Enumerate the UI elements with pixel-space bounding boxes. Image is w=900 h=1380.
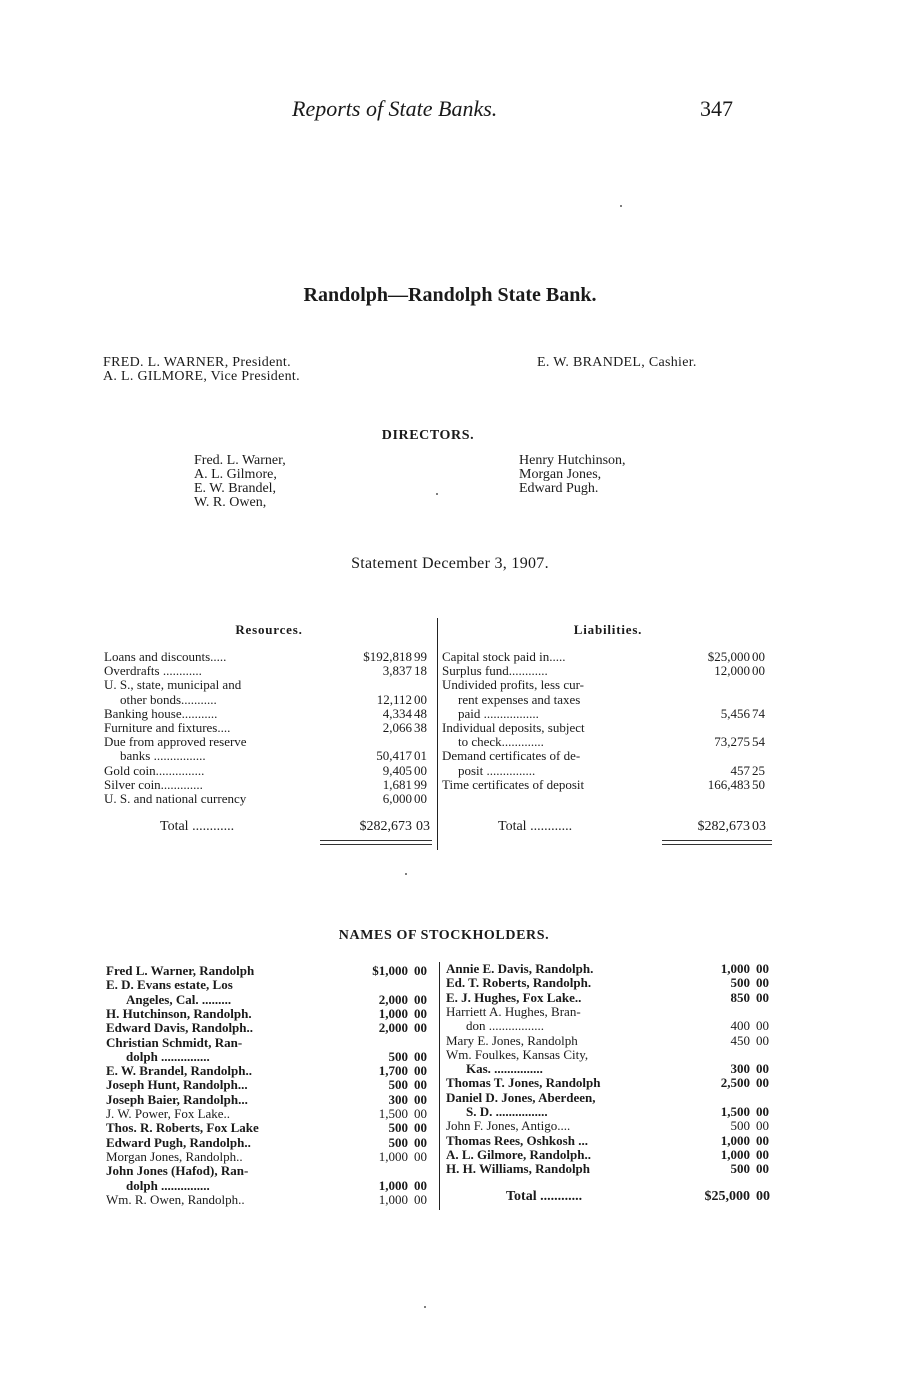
row-cents: 00 [752,649,765,664]
row-label: banks ................ [120,748,206,764]
row-label: Gold coin............... [104,762,205,778]
row-label: Overdrafts ............ [104,663,202,679]
row-cents: 00 [414,1177,427,1193]
directors-heading: DIRECTORS. [381,428,475,443]
row-label: Joseph Baier, Randolph... [106,1091,248,1107]
row-amount: 6,000 [382,791,412,806]
row-label: S. D. ................ [466,1104,548,1119]
total-label: Total ............ [506,1189,583,1204]
officer-cashier: E. W. BRANDEL, Cashier. [537,355,697,370]
row-cents: 00 [756,1018,769,1034]
row-label: rent expenses and taxes [458,691,581,707]
row-cents: 00 [414,1063,427,1079]
statement-column-divider [437,618,438,850]
row-amount: 457 [730,762,750,778]
row-amount: 4,334 [382,705,412,721]
bank-title: Randolph—Randolph State Bank. [303,284,597,306]
row-label: John Jones (Hafod), Ran- [106,1163,249,1179]
row-amount: 850 [730,989,750,1005]
row-label: Undivided profits, less cur- [442,677,584,693]
row-cents: 00 [756,989,769,1005]
row-cents: 00 [756,1132,769,1148]
row-label: Edward Davis, Randolph.. [106,1020,254,1036]
directors-left [194,454,286,510]
total-cents: 03 [416,819,430,834]
officer-president: FRED. L. WARNER, President. [103,355,291,370]
row-amount: 2,000 [378,1020,408,1036]
director-name: W. R. Owen, [194,495,267,510]
row-cents: 00 [756,1161,769,1177]
row-amount: 500 [730,1161,750,1177]
liabilities-total-underline [662,840,772,845]
row-label: Banking house........... [104,705,218,721]
row-cents: 00 [756,1104,769,1119]
director-name: Fred. L. Warner, [194,453,286,468]
row-label: Harriett A. Hughes, Bran- [446,1003,581,1019]
row-cents: 00 [414,1020,427,1036]
row-label: Wm. Foulkes, Kansas City, [446,1046,589,1062]
row-amount: 12,112 [376,691,412,707]
total-amount: $282,673 [697,819,750,834]
row-label: dolph ............... [126,1177,210,1193]
total-label: Total ............ [160,819,235,834]
row-cents: 00 [756,961,769,976]
row-amount: 1,500 [720,1104,750,1119]
row-label: Capital stock paid in..... [442,649,566,664]
row-label: dolph ............... [126,1048,210,1064]
total-cents: 00 [756,1189,770,1204]
row-label: Christian Schmidt, Ran- [106,1034,243,1050]
row-cents: 00 [414,963,427,978]
row-cents: 01 [414,748,427,764]
directors-right [519,454,626,496]
row-label: A. L. Gilmore, Randolph.. [446,1146,591,1162]
row-label: Edward Pugh, Randolph.. [106,1134,251,1150]
row-cents: 00 [414,1048,427,1064]
row-amount: 1,500 [378,1106,408,1121]
row-amount: 500 [388,1134,408,1150]
row-label: Annie E. Davis, Randolph. [446,961,594,976]
row-cents: 00 [756,1118,769,1134]
row-cents: 00 [414,1191,427,1207]
row-cents: 38 [414,720,427,735]
row-label: Angeles, Cal. ......... [126,991,232,1007]
row-label: don ................. [466,1018,544,1034]
row-cents: 99 [414,776,427,792]
director-name: E. W. Brandel, [194,481,277,496]
row-cents: 74 [752,705,765,721]
row-label: paid ................. [458,705,539,721]
row-label: Due from approved reserve [104,734,247,750]
page-number: 347 [700,96,733,121]
row-amount: 73,275 [714,734,750,750]
row-cents: 50 [752,776,765,792]
row-label: Daniel D. Jones, Aberdeen, [446,1089,596,1105]
row-cents: 00 [414,791,427,806]
row-label: Individual deposits, subject [442,720,585,735]
row-amount: 450 [730,1032,750,1048]
statement-date: Statement December 3, 1907. [351,555,549,572]
row-cents: 00 [414,1120,427,1136]
row-label: Demand certificates of de- [442,748,581,764]
print-speck [620,205,622,207]
print-speck [436,493,438,495]
row-amount: 5,456 [720,705,750,721]
row-amount: 2,500 [720,1075,750,1091]
row-label: H. H. Williams, Randolph [446,1161,591,1177]
row-cents: 00 [414,1077,427,1093]
row-label: Kas. ............... [466,1061,543,1077]
stockholders-heading: NAMES OF STOCKHOLDERS. [338,928,550,943]
row-cents: 00 [756,1032,769,1048]
director-name: A. L. Gilmore, [194,467,277,482]
row-label: Thomas T. Jones, Randolph [446,1075,601,1091]
row-amount: 1,000 [378,1177,408,1193]
row-amount: 500 [388,1048,408,1064]
row-amount: 300 [388,1091,408,1107]
officer-vice-president: A. L. GILMORE, Vice President. [103,369,300,384]
director-name: Morgan Jones, [519,467,602,482]
row-amount: 2,066 [382,720,412,735]
row-label: Thomas Rees, Oshkosh ... [446,1132,588,1148]
director-name: Henry Hutchinson, [519,453,626,468]
row-amount: 500 [730,975,750,991]
row-amount: 500 [388,1120,408,1136]
row-label: Mary E. Jones, Randolph [446,1032,578,1048]
row-cents: 00 [752,663,765,679]
total-amount: $282,673 [359,819,412,834]
row-amount: 400 [730,1018,750,1034]
row-cents: 00 [414,1005,427,1021]
row-cents: 00 [414,691,427,707]
row-cents: 00 [414,991,427,1007]
print-speck [405,873,407,875]
row-amount: 1,700 [378,1063,408,1079]
row-amount: 1,000 [720,1132,750,1148]
row-label: Thos. R. Roberts, Fox Lake [106,1120,259,1136]
row-label: U. S., state, municipal and [104,677,242,693]
row-cents: 00 [414,1134,427,1150]
row-label: E. W. Brandel, Randolph.. [106,1063,252,1079]
row-label: John F. Jones, Antigo.... [446,1118,571,1134]
row-amount: 1,681 [382,776,412,792]
row-amount: 2,000 [378,991,408,1007]
row-cents: 48 [414,705,427,721]
row-amount: 1,000 [720,961,750,976]
row-label: E. J. Hughes, Fox Lake.. [446,989,582,1005]
row-label: Loans and discounts..... [104,649,227,664]
row-amount: 1,000 [378,1005,408,1021]
row-label: Ed. T. Roberts, Randolph. [446,975,592,991]
row-cents: 25 [752,762,765,778]
row-label: J. W. Power, Fox Lake.. [106,1106,231,1121]
row-cents: 00 [756,975,769,991]
row-label: Furniture and fixtures.... [104,720,231,735]
row-amount: $1,000 [372,963,408,978]
row-label: Surplus fund............ [442,663,548,679]
row-amount: $192,818 [363,649,412,664]
print-speck [424,1306,426,1308]
row-label: other bonds........... [120,691,217,707]
row-amount: $25,000 [707,649,750,664]
running-title: Reports of State Banks. [292,96,498,121]
row-amount: 3,837 [382,663,412,679]
resources-total-underline [320,840,432,845]
row-label: to check............. [458,734,544,750]
row-amount: 166,483 [707,776,750,792]
row-cents: 00 [414,1091,427,1107]
row-cents: 99 [414,649,427,664]
director-name: Edward Pugh. [519,481,599,496]
row-amount: 300 [730,1061,750,1077]
row-amount: 9,405 [382,762,412,778]
row-amount: 1,000 [378,1191,408,1207]
row-cents: 00 [756,1061,769,1077]
row-cents: 00 [414,1106,427,1121]
row-label: Fred L. Warner, Randolph [106,963,255,978]
resources-heading: Resources. [235,622,303,637]
row-amount: 500 [730,1118,750,1134]
row-amount: 500 [388,1077,408,1093]
row-amount: 12,000 [714,663,750,679]
row-label: Joseph Hunt, Randolph... [106,1077,248,1093]
row-amount: 50,417 [376,748,412,764]
row-label: Time certificates of deposit [442,776,585,792]
row-label: Silver coin............. [104,776,203,792]
total-label: Total ............ [498,819,573,834]
row-label: H. Hutchinson, Randolph. [106,1005,252,1021]
row-label: posit ............... [458,762,536,778]
row-label: Morgan Jones, Randolph.. [106,1148,243,1164]
row-cents: 18 [414,663,427,679]
row-label: U. S. and national currency [104,791,247,806]
row-label: Wm. R. Owen, Randolph.. [106,1191,245,1207]
row-label: E. D. Evans estate, Los [106,977,233,993]
row-cents: 54 [752,734,765,750]
row-amount: 1,000 [378,1148,408,1164]
row-cents: 00 [756,1075,769,1091]
liabilities-heading: Liabilities. [573,622,643,637]
stockholders-column-divider [439,962,440,1210]
row-cents: 00 [756,1146,769,1162]
row-cents: 00 [414,1148,427,1164]
total-amount: $25,000 [704,1189,750,1204]
row-amount: 1,000 [720,1146,750,1162]
total-cents: 03 [752,819,766,834]
row-cents: 00 [414,762,427,778]
